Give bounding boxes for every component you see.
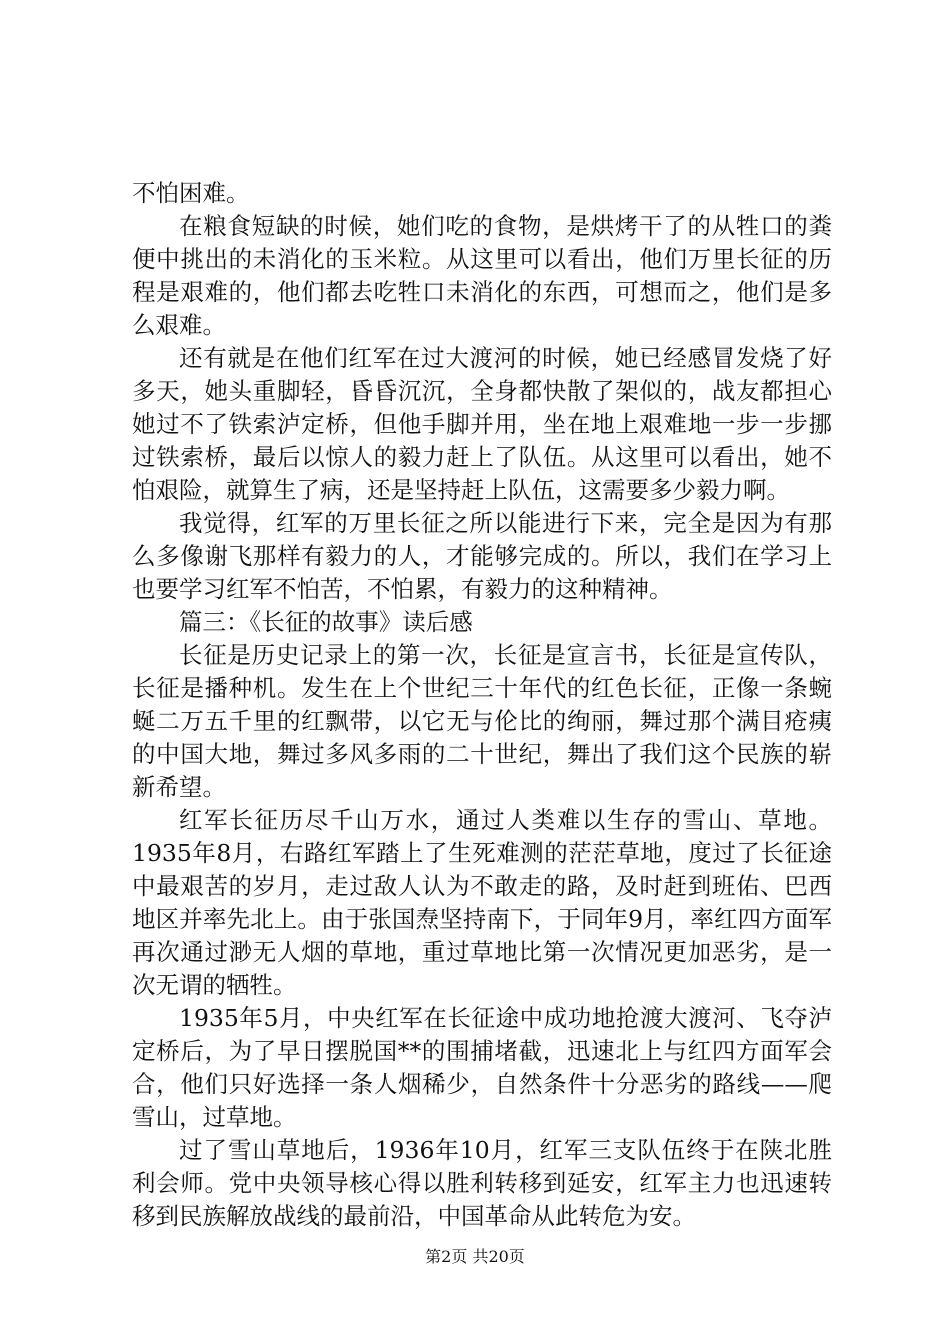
paragraph: 红军长征历尽千山万水，通过人类难以生存的雪山、草地。1935年8月，右路红军踏上了生死难测的茫茫草地，度过了长征途中最艰苦的岁月，走过敌人认为不敢走的路，及时赶到班佑、巴西地区并率先北上。由于张国焘坚持南下，于同年9月，率红四方面军再次通过渺无人烟的草地，重过草地比第一次情况更加恶劣，是一次无谓的牺牲。 <box>132 806 832 999</box>
paragraph: 1935年5月，中央红军在长征途中成功地抢渡大渡河、飞夺泸定桥后，为了早日摆脱国**的围捕堵截，迅速北上与红四方面军会合，他们只好选择一条人烟稀少，自然条件十分恶劣的路线——爬雪山，过草地。 <box>132 1004 832 1131</box>
page-footer: 第2页 共20页 <box>425 1247 525 1266</box>
paragraph: 长征是历史记录上的第一次，长征是宣言书，长征是宣传队，长征是播种机。发生在上个世纪三十年代的红色长征，正像一条蜿蜒二万五千里的红飘带，以它无与伦比的绚丽，舞过那个满目疮痍的中国大地，舞过多风多雨的二十世纪，舞出了我们这个民族的崭新希望。 <box>132 641 832 801</box>
paragraph: 还有就是在他们红军在过大渡河的时候，她已经感冒发烧了好多天，她头重脚轻，昏昏沉沉，全身都快散了架似的，战友都担心她过不了铁索泸定桥，但他手脚并用，坐在地上艰难地一步一步挪过铁索桥，最后以惊人的毅力赶上了队伍。从这里可以看出，她不怕艰险，就算生了病，还是坚持赶上队伍，这需要多少毅力啊。 <box>132 344 832 504</box>
document-body <box>132 177 832 1233</box>
paragraph: 在粮食短缺的时候，她们吃的食物，是烘烤干了的从牲口的粪便中挑出的未消化的玉米粒。从这里可以看出，他们万里长征的历程是艰难的，他们都去吃牲口未消化的东西，可想而之，他们是多么艰难。 <box>132 212 832 339</box>
paragraph: 过了雪山草地后，1936年10月，红军三支队伍终于在陕北胜利会师。党中央领导核心得以胜利转移到延安，红军主力也迅速转移到民族解放战线的最前沿，中国革命从此转危为安。 <box>132 1136 832 1230</box>
paragraph: 我觉得，红军的万里长征之所以能进行下来，完全是因为有那么多像谢飞那样有毅力的人，才能够完成的。所以，我们在学习上也要学习红军不怕苦，不怕累，有毅力的这种精神。 <box>132 509 832 603</box>
paragraph-continuation: 不怕困难。 <box>132 179 250 207</box>
section-heading: 篇三：《长征的故事》读后感 <box>179 608 473 636</box>
